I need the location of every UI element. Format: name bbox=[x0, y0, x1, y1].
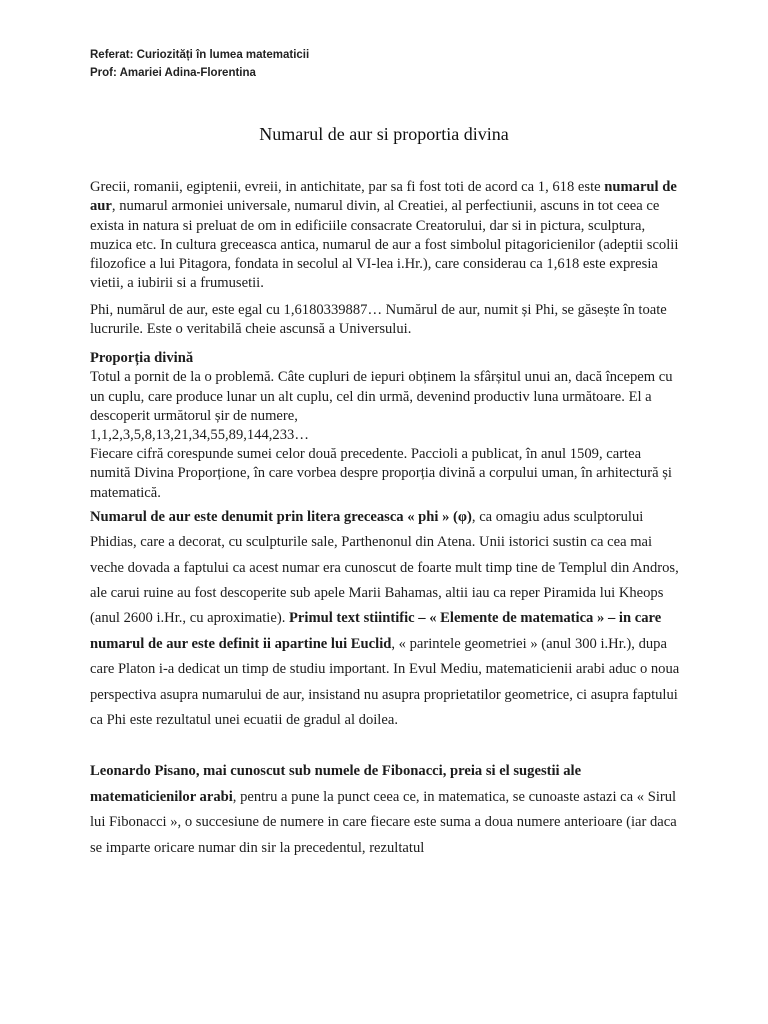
paragraph-intro-text-c: , numarul armoniei universale, numarul divin, al Creatiei, al perfectiunii, ascuns in tot ceea ce exista in natura si preluat de om in edificiile consacrate Creatorului, dar si in pictura, sculptura, muzica etc. In cultura greceasca antica, numarul de aur a fost simbolul pitagoricienilor (adeptii scolii filozofice a lui Pitagora, fondata in secolul al VI-lea i.Hr.), care considerau ca 1,618 este expresia vietii, a iubirii si a frumusetii. bbox=[90, 198, 679, 292]
paragraph-intro-bold: numarul de aur bbox=[90, 179, 677, 215]
paragraph-phi-letter-bold-c: Primul text stiintific – « Elemente de matematica » – in care numarul de aur este definit ii apartine lui Euclid bbox=[90, 610, 662, 652]
document-header bbox=[90, 46, 309, 82]
paragraph-phi-letter bbox=[90, 505, 680, 734]
paragraph-fibonacci-bold: Leonardo Pisano, mai cunoscut sub numele de Fibonacci, preia si el sugestii ale matematicienilor arabi bbox=[90, 763, 582, 805]
paragraph-phi-letter-text-d: , « parintele geometriei » (anul 300 i.Hr.), dupa care Platon i-a dedicat un timp de studiu important. In Evul Mediu, matematicienii arabi aduc o noua perspectiva asupra numarului de aur, insistand nu asupra proprietatilor geometrice, ci asupra faptului ca Phi este rezultatul unei ecuatii de gradul al doilea. bbox=[90, 635, 680, 729]
paragraph-phi-letter-text-b: , ca omagiu adus sculptorului Phidias, care a decorat, cu sculpturile sale, Parthenonul din Atena. Unii istorici sustin ca cea mai veche dovada a faptului ca acest numar era cunoscut de foarte mult timp tine de Templul din Andros, ale carui ruine au fost descoperite sub apele Marii Bahamas, altii iau ca reper Piramida lui Kheops (anul 2600 i.Hr., cu aproximatie). bbox=[90, 508, 679, 627]
paragraph-intro bbox=[90, 178, 680, 294]
paragraph-proportia bbox=[90, 368, 680, 502]
paragraph-fibonacci-text: , pentru a pune la punct ceea ce, in matematica, se cunoaste astazi ca « Sirul lui Fibonacci », o succesiune de numere in care fiecare este suma a doua numere anterioare (iar daca se imparte oricare numar din sir la precedentul, rezultatul bbox=[90, 788, 677, 856]
paragraph-proportia-text-a: Totul a pornit de la o problemă. Câte cupluri de iepuri obținem la sfârșitul unui an, dacă începem cu un cuplu, care produce lunar un alt cuplu, cel din urmă, devenind productiv luna următoare. El a descoperit următorul șir de numere, bbox=[90, 369, 673, 424]
paragraph-phi-letter-bold-a: Numarul de aur este denumit prin litera greceasca « phi » (φ) bbox=[90, 508, 472, 525]
paragraph-phi: Phi, numărul de aur, este egal cu 1,6180339887… Numărul de aur, numit și Phi, se găsește în toate lucrurile. Este o veritabilă cheie ascunsă a Universului. bbox=[90, 301, 667, 338]
paragraph-proportia-text-c: Fiecare cifră corespunde sumei celor două precedente. Paccioli a publicat, în anul 1509, cartea numită Divina Proporțione, în care vorbea despre proporția divină a corpului uman, în arhitectură și matematică. bbox=[90, 446, 672, 501]
fibonacci-sequence: 1,1,2,3,5,8,13,21,34,55,89,144,233… bbox=[90, 426, 309, 443]
section-heading-proportia: Proporția divină bbox=[90, 350, 194, 367]
paragraph-fibonacci bbox=[90, 759, 680, 861]
paragraph-intro-text-a: Grecii, romanii, egiptenii, evreii, in antichitate, par sa fi fost toti de acord ca 1, 618 este bbox=[90, 179, 605, 195]
page-title: Numarul de aur si proportia divina bbox=[259, 124, 509, 144]
header-author-line: Prof: Amariei Adina-Florentina bbox=[90, 67, 256, 79]
header-referat-line: Referat: Curiozități în lumea matematicii bbox=[90, 49, 310, 61]
document-body bbox=[90, 178, 680, 861]
